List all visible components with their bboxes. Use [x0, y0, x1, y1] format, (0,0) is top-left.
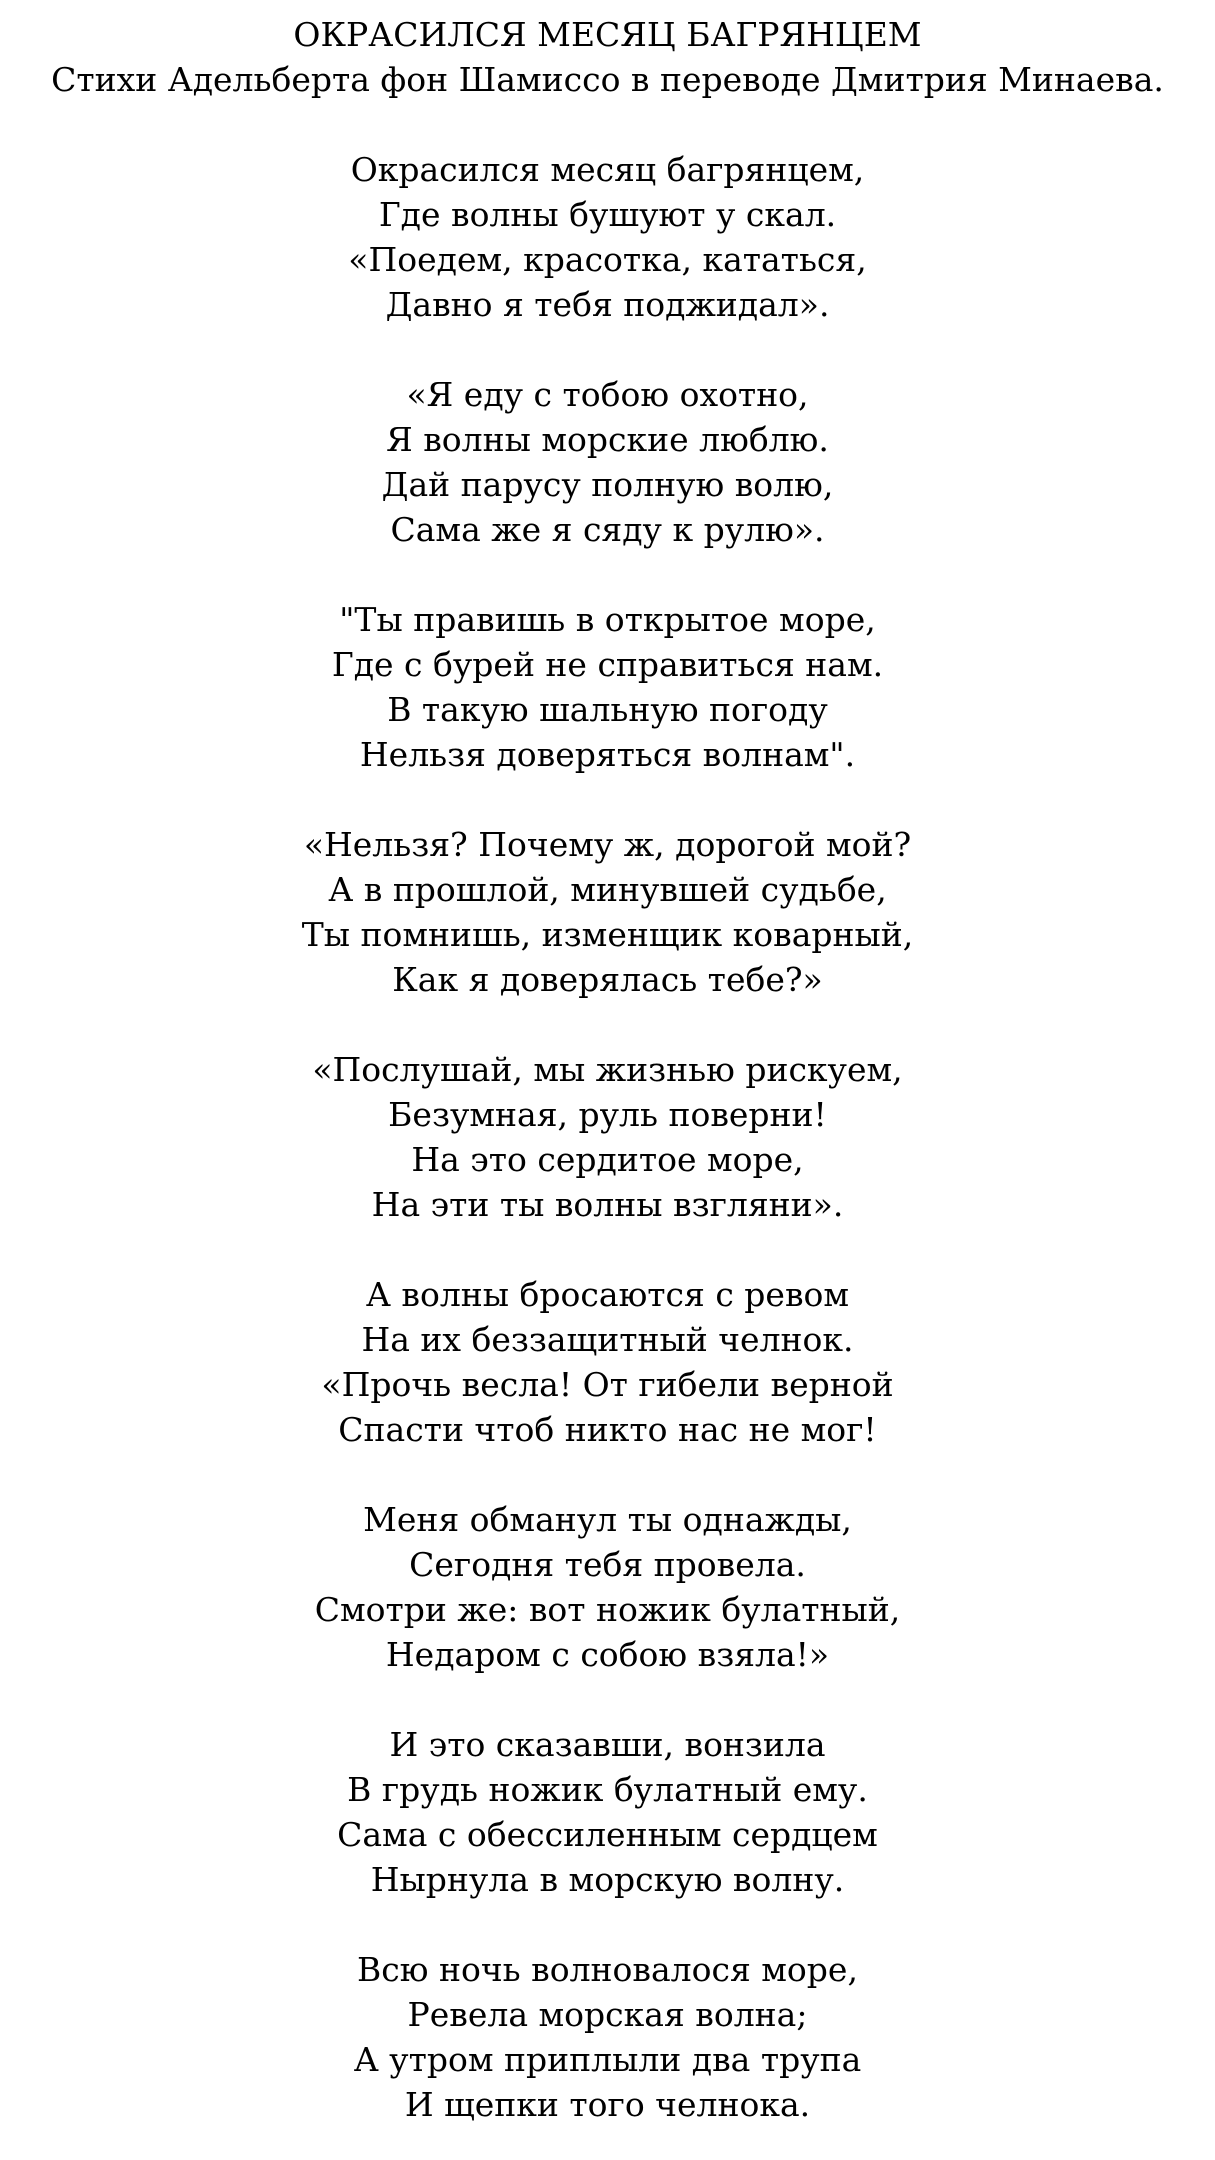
- poem-line: Как я доверялась тебе?»: [392, 960, 823, 999]
- poem-line: Ревела морская волна;: [407, 1995, 808, 2034]
- stanza: [0, 1047, 1215, 1227]
- poem-line: А волны бросаются с ревом: [365, 1275, 850, 1314]
- stanza: [0, 1947, 1215, 2127]
- poem-line: Окрасился месяц багрянцем,: [350, 150, 865, 189]
- poem-line: И щепки того челнока.: [404, 2085, 811, 2124]
- poem-line: Недаром с собою взяла!»: [385, 1635, 830, 1674]
- poem-line: Я волны морские люблю.: [386, 420, 829, 459]
- stanza: [0, 1272, 1215, 1452]
- poem-line: Где волны бушуют у скал.: [378, 195, 837, 234]
- poem-line: Где с бурей не справиться нам.: [331, 645, 884, 684]
- poem-line: «Поедем, красотка, кататься,: [348, 240, 867, 279]
- poem-line: На эти ты волны взгляни».: [371, 1185, 844, 1224]
- poem-line: А в прошлой, минувшей судьбе,: [328, 870, 887, 909]
- poem-line: Сама с обессиленным сердцем: [337, 1815, 878, 1854]
- poem-line: Всю ночь волновалося море,: [357, 1950, 858, 1989]
- stanza: [0, 1497, 1215, 1677]
- poem-line: И это сказавши, вонзила: [389, 1725, 826, 1764]
- poem-line: В такую шальную погоду: [387, 690, 828, 729]
- poem-title: ОКРАСИЛСЯ МЕСЯЦ БАГРЯНЦЕМ: [293, 15, 922, 54]
- poem-line: На это сердитое море,: [411, 1140, 804, 1179]
- poem-line: «Нельзя? Почему ж, дорогой мой?: [303, 825, 912, 864]
- poem-line: А утром приплыли два трупа: [353, 2040, 862, 2079]
- stanza: [0, 597, 1215, 777]
- poem-line: Сама же я сяду к рулю».: [390, 510, 825, 549]
- title-block: [0, 0, 1215, 102]
- stanza: [0, 822, 1215, 1002]
- poem-line: Нырнула в морскую волну.: [370, 1860, 845, 1899]
- poem-line: На их беззащитный челнок.: [361, 1320, 854, 1359]
- poem-line: Давно я тебя поджидал».: [385, 285, 830, 324]
- poem-line: «Послушай, мы жизнью рискуем,: [312, 1050, 903, 1089]
- poem-line: Спасти чтоб никто нас не мог!: [338, 1410, 877, 1449]
- poem-subtitle: Стихи Адельберта фон Шамиссо в переводе Дмитрия Минаева.: [51, 60, 1164, 99]
- poem-line: Ты помнишь, изменщик коварный,: [301, 915, 914, 954]
- poem-line: Меня обманул ты однажды,: [363, 1500, 852, 1539]
- poem-line: «Прочь весла! От гибели верной: [321, 1365, 894, 1404]
- stanza: [0, 1722, 1215, 1902]
- stanza: [0, 372, 1215, 552]
- poem-body: [0, 147, 1215, 2127]
- poem-line: Дай парусу полную волю,: [381, 465, 834, 504]
- poem-line: Смотри же: вот ножик булатный,: [314, 1590, 901, 1629]
- poem-line: В грудь ножик булатный ему.: [347, 1770, 868, 1809]
- poem-line: Нельзя доверяться волнам".: [359, 735, 856, 774]
- poem-line: «Я еду с тобою охотно,: [406, 375, 809, 414]
- poem-line: Безумная, руль поверни!: [388, 1095, 827, 1134]
- poem-line: "Ты правишь в открытое море,: [339, 600, 876, 639]
- stanza: [0, 147, 1215, 327]
- poem-line: Сегодня тебя провела.: [409, 1545, 806, 1584]
